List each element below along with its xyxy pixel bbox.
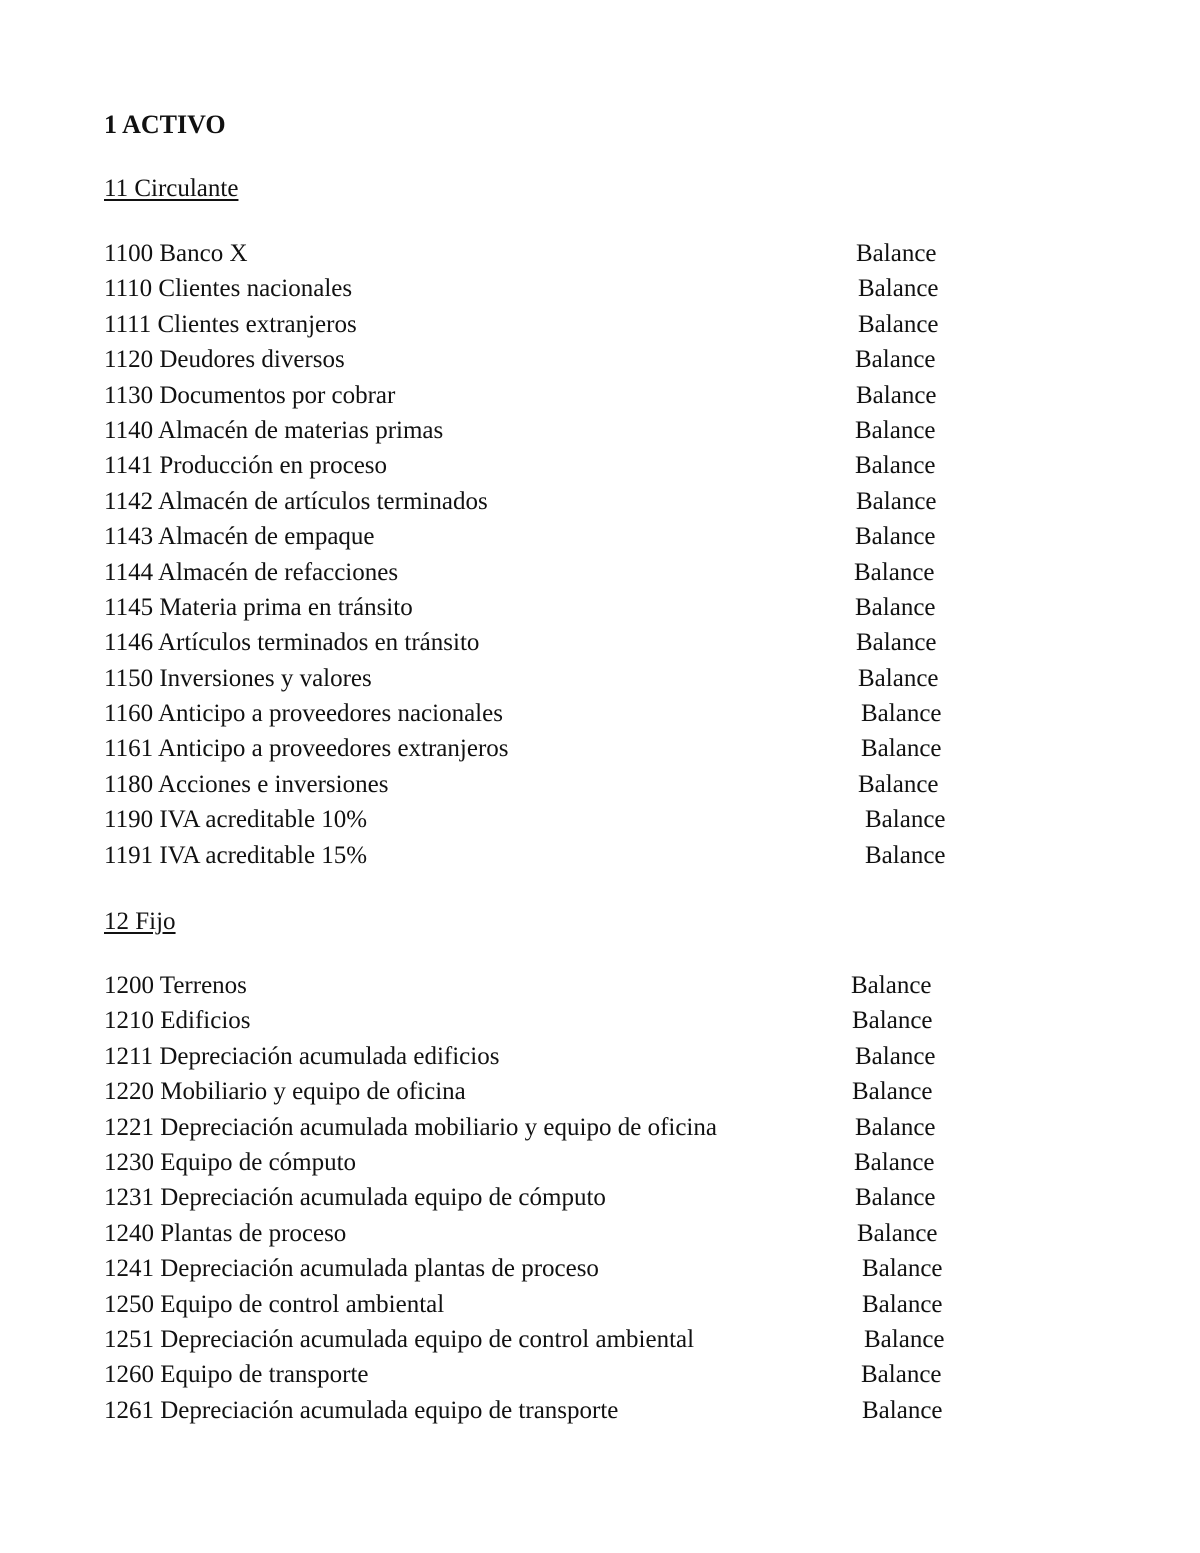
section-heading-fijo: 12 Fijo bbox=[104, 908, 176, 935]
account-row bbox=[104, 1216, 964, 1251]
account-type: Balance bbox=[855, 593, 936, 621]
account-type: Balance bbox=[862, 1396, 943, 1424]
account-name: 1100 Banco X bbox=[104, 240, 248, 267]
account-row bbox=[104, 838, 964, 873]
account-name: 1120 Deudores diversos bbox=[104, 346, 345, 374]
account-type: Balance bbox=[855, 523, 936, 551]
account-row bbox=[104, 1357, 964, 1392]
account-type: Balance bbox=[854, 1148, 935, 1176]
account-name: 1150 Inversiones y valores bbox=[104, 664, 372, 692]
account-row bbox=[104, 1287, 964, 1322]
account-name: 1210 Edificios bbox=[104, 1007, 251, 1035]
account-type: Balance bbox=[855, 1184, 936, 1212]
account-type: Balance bbox=[855, 452, 936, 480]
account-name: 1221 Depreciación acumulada mobiliario y equipo de oficina bbox=[104, 1113, 717, 1141]
account-type: Balance bbox=[855, 416, 936, 444]
account-name: 1146 Artículos terminados en tránsito bbox=[104, 629, 480, 657]
account-type: Balance bbox=[857, 1219, 938, 1247]
account-name: 1190 IVA acreditable 10% bbox=[104, 806, 368, 834]
account-row bbox=[104, 590, 964, 625]
account-type: Balance bbox=[852, 1007, 933, 1035]
account-type: Balance bbox=[856, 629, 937, 657]
account-row bbox=[104, 625, 964, 660]
account-name: 1220 Mobiliario y equipo de oficina bbox=[104, 1078, 466, 1106]
account-row bbox=[104, 802, 964, 837]
account-type: Balance bbox=[861, 700, 942, 728]
account-name: 1211 Depreciación acumulada edificios bbox=[104, 1042, 500, 1070]
account-row bbox=[104, 731, 964, 766]
account-name: 1111 Clientes extranjeros bbox=[104, 310, 357, 338]
account-name: 1241 Depreciación acumulada plantas de proceso bbox=[104, 1255, 599, 1283]
account-name: 1130 Documentos por cobrar bbox=[104, 381, 396, 409]
account-list-circulante bbox=[104, 236, 964, 873]
account-name: 1110 Clientes nacionales bbox=[104, 275, 353, 303]
account-row bbox=[104, 1251, 964, 1286]
account-row bbox=[104, 307, 964, 342]
account-row bbox=[104, 484, 964, 519]
account-row bbox=[104, 1393, 964, 1428]
account-row bbox=[104, 271, 964, 306]
account-list-fijo bbox=[104, 968, 964, 1428]
account-name: 1140 Almacén de materias primas bbox=[104, 416, 444, 444]
account-type: Balance bbox=[862, 1255, 943, 1283]
account-row bbox=[104, 1003, 964, 1038]
account-row bbox=[104, 1145, 964, 1180]
account-type: Balance bbox=[858, 770, 939, 798]
account-name: 1230 Equipo de cómputo bbox=[104, 1148, 357, 1176]
account-name: 1141 Producción en proceso bbox=[104, 452, 388, 480]
account-row bbox=[104, 1074, 964, 1109]
account-name: 1161 Anticipo a proveedores extranjeros bbox=[104, 735, 509, 763]
account-row bbox=[104, 1322, 964, 1357]
account-type: Balance bbox=[856, 240, 937, 267]
main-heading: 1 ACTIVO bbox=[104, 110, 226, 139]
account-type: Balance bbox=[865, 806, 946, 834]
account-name: 1251 Depreciación acumulada equipo de control ambiental bbox=[104, 1325, 695, 1353]
account-row bbox=[104, 767, 964, 802]
account-row bbox=[104, 661, 964, 696]
account-name: 1180 Acciones e inversiones bbox=[104, 770, 389, 798]
account-type: Balance bbox=[864, 1325, 945, 1353]
account-type: Balance bbox=[851, 972, 932, 999]
account-name: 1143 Almacén de empaque bbox=[104, 523, 375, 551]
account-name: 1261 Depreciación acumulada equipo de transporte bbox=[104, 1396, 619, 1424]
account-name: 1145 Materia prima en tránsito bbox=[104, 593, 413, 621]
account-row bbox=[104, 448, 964, 483]
account-row bbox=[104, 1180, 964, 1215]
account-type: Balance bbox=[858, 664, 939, 692]
account-type: Balance bbox=[854, 558, 935, 586]
account-type: Balance bbox=[861, 735, 942, 763]
account-row bbox=[104, 236, 964, 271]
account-type: Balance bbox=[856, 487, 937, 515]
account-type: Balance bbox=[856, 381, 937, 409]
account-row bbox=[104, 696, 964, 731]
account-type: Balance bbox=[865, 841, 946, 869]
account-type: Balance bbox=[861, 1361, 942, 1389]
account-name: 1231 Depreciación acumulada equipo de cómputo bbox=[104, 1184, 606, 1212]
account-name: 1142 Almacén de artículos terminados bbox=[104, 487, 488, 515]
account-row bbox=[104, 968, 964, 1003]
account-name: 1250 Equipo de control ambiental bbox=[104, 1290, 445, 1318]
account-row bbox=[104, 519, 964, 554]
account-name: 1240 Plantas de proceso bbox=[104, 1219, 347, 1247]
account-type: Balance bbox=[855, 346, 936, 374]
account-type: Balance bbox=[855, 1042, 936, 1070]
account-type: Balance bbox=[862, 1290, 943, 1318]
account-name: 1260 Equipo de transporte bbox=[104, 1361, 369, 1389]
account-name: 1160 Anticipo a proveedores nacionales bbox=[104, 700, 503, 728]
account-row bbox=[104, 555, 964, 590]
account-name: 1191 IVA acreditable 15% bbox=[104, 841, 368, 869]
account-type: Balance bbox=[858, 310, 939, 338]
account-type: Balance bbox=[858, 275, 939, 303]
account-type: Balance bbox=[852, 1078, 933, 1106]
account-name: 1200 Terrenos bbox=[104, 972, 247, 999]
account-row bbox=[104, 342, 964, 377]
account-row bbox=[104, 1110, 964, 1145]
account-name: 1144 Almacén de refacciones bbox=[104, 558, 399, 586]
account-row bbox=[104, 413, 964, 448]
account-row bbox=[104, 1039, 964, 1074]
section-heading-circulante: 11 Circulante bbox=[104, 175, 239, 202]
account-row bbox=[104, 378, 964, 413]
account-type: Balance bbox=[855, 1113, 936, 1141]
